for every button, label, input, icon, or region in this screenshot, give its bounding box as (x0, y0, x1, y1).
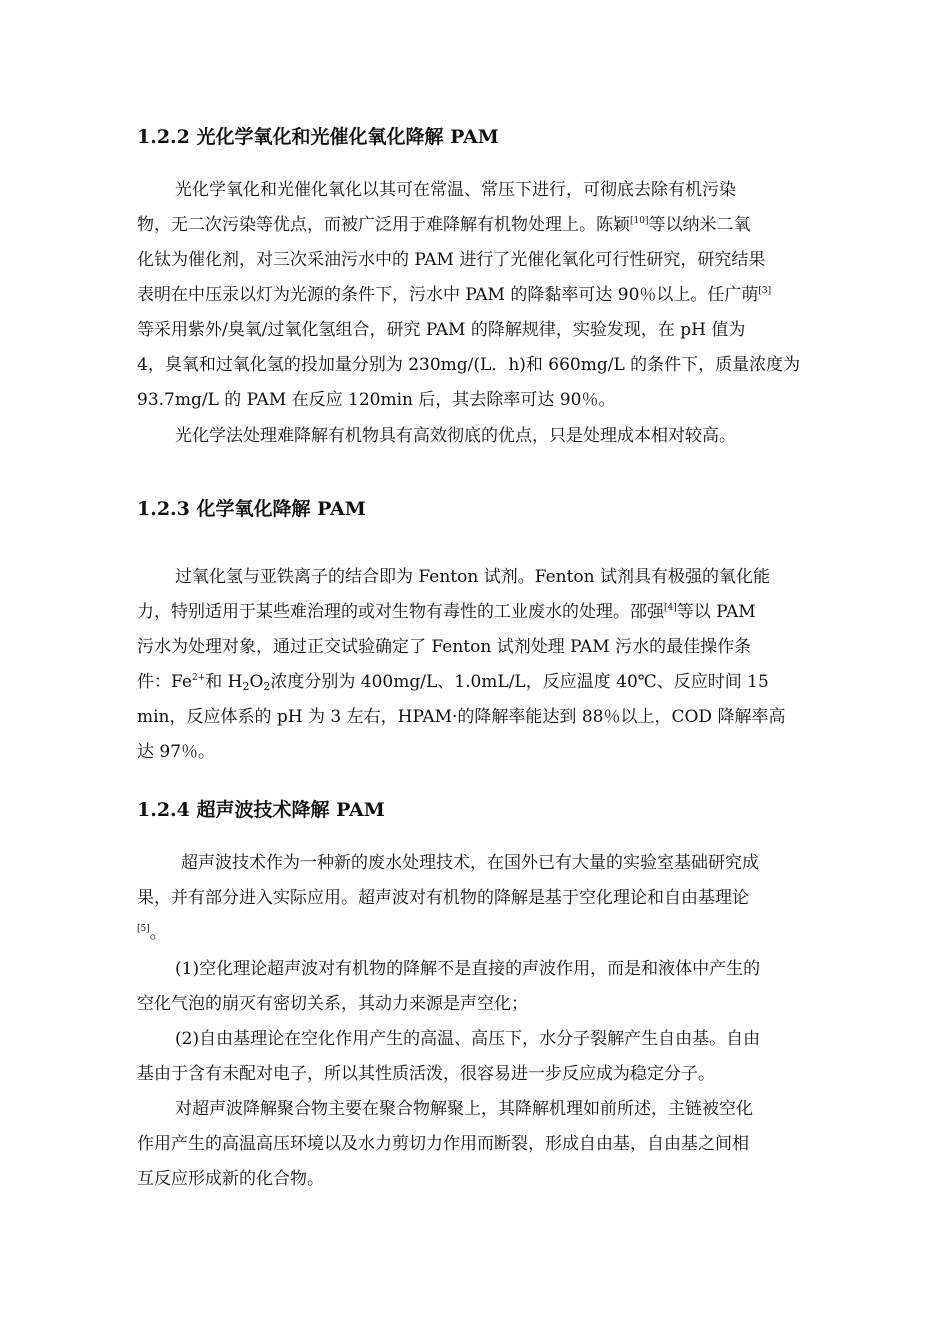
text-line (137, 208, 837, 243)
paragraph-polymer-degradation (137, 1092, 837, 1197)
text-line: 作用产生的高温高压环境以及水力剪切力作用而断裂，形成自由基，自由基之间相 (137, 1134, 749, 1154)
text-line: 化钛为催化剂，对三次采油污水中的 PAM 进行了光催化氧化可行性研究，研究结果 (137, 250, 766, 270)
section-heading-1-2-3: 1.2.3 化学氧化降解 PAM (137, 498, 366, 520)
text-run: 件：Fe (137, 672, 192, 692)
text-run: 。 (149, 923, 167, 943)
text-line: 空化气泡的崩灭有密切关系，其动力来源是声空化； (137, 994, 528, 1014)
citation-ref: [4] (664, 603, 677, 613)
section-heading-1-2-2: 1.2.2 光化学氧化和光催化氧化降解 PAM (137, 126, 499, 148)
citation-ref: [10] (630, 216, 649, 226)
text-line (137, 595, 837, 630)
superscript: 2+ (191, 673, 206, 683)
text-line: (1)空化理论超声波对有机物的降解不是直接的声波作用，而是和液体中产生的 (175, 959, 761, 979)
subscript: 2 (263, 680, 271, 693)
text-line: 过氧化氢与亚铁离子的结合即为 Fenton 试剂。Fenton 试剂具有极强的氧化能 (175, 567, 770, 587)
text-run: 表明在中压汞以灯为光源的条件下，污水中 PAM 的降黏率可达 90％以上。任广萌 (137, 285, 759, 305)
text-line: 4，臭氧和过氧化氢的投加量分别为 230mg/(L．h)和 660mg/L 的条件下，质量浓度为 (137, 355, 801, 375)
text-run: 浓度分别为 400mg/L、1.0mL/L，反应温度 40℃、反应时间 15 (270, 672, 769, 692)
paragraph-free-radical-theory (137, 1022, 837, 1092)
text-line: 互反应形成新的化合物。 (137, 1169, 324, 1189)
text-run: 等以 PAM (676, 602, 756, 622)
text-run: 和 H (205, 672, 243, 692)
paragraph-ultrasound-intro (137, 846, 837, 951)
paragraph-photochemistry-summary (137, 419, 837, 454)
text-line: 对超声波降解聚合物主要在聚合物解聚上，其降解机理如前所述，主链被空化 (175, 1099, 753, 1119)
citation-ref: [5] (137, 924, 150, 934)
text-line (137, 916, 837, 951)
text-run: 等以纳米二氧 (648, 215, 751, 235)
paragraph-fenton (137, 560, 837, 770)
text-line: 污水为处理对象，通过正交试验确定了 Fenton 试剂处理 PAM 污水的最佳操作条 (137, 637, 752, 657)
text-run: 物，无二次污染等优点，而被广泛用于难降解有机物处理上。陈颖 (137, 215, 630, 235)
text-line: 达 97％。 (137, 742, 216, 762)
text-line: 光化学氧化和光催化氧化以其可在常温、常压下进行，可彻底去除有机污染 (175, 180, 736, 200)
text-line: (2)自由基理论在空化作用产生的高温、高压下，水分子裂解产生自由基。自由 (175, 1029, 761, 1049)
text-line (137, 278, 837, 313)
text-line: 基由于含有未配对电子，所以其性质活泼，很容易进一步反应成为稳定分子。 (137, 1064, 715, 1084)
text-line: 光化学法处理难降解有机物具有高效彻底的优点，只是处理成本相对较高。 (175, 426, 736, 446)
paragraph-cavitation-theory (137, 952, 837, 1022)
text-line: 果，并有部分进入实际应用。超声波对有机物的降解是基于空化理论和自由基理论 (137, 888, 749, 908)
text-line: 超声波技术作为一种新的废水处理技术，在国外已有大量的实验室基础研究成 (181, 853, 759, 873)
paragraph-photocatalysis (137, 173, 837, 418)
text-run: 力，特别适用于某些难治理的或对生物有毒性的工业废水的处理。邵强 (137, 602, 664, 622)
text-line (137, 665, 837, 700)
text-line: 等采用紫外/臭氧/过氧化氢组合，研究 PAM 的降解规律，实验发现，在 pH 值为 (137, 320, 746, 340)
subscript: 2 (242, 680, 250, 693)
text-line: 93.7mg/L 的 PAM 在反应 120min 后，其去除率可达 90％。 (137, 390, 616, 410)
section-heading-1-2-4: 1.2.4 超声波技术降解 PAM (137, 799, 385, 821)
citation-ref: [3] (758, 286, 772, 296)
text-line: min，反应体系的 pH 为 3 左右，HPAM·的降解率能达到 88％以上，COD 降解率高 (137, 707, 786, 727)
text-run: O (249, 672, 264, 692)
